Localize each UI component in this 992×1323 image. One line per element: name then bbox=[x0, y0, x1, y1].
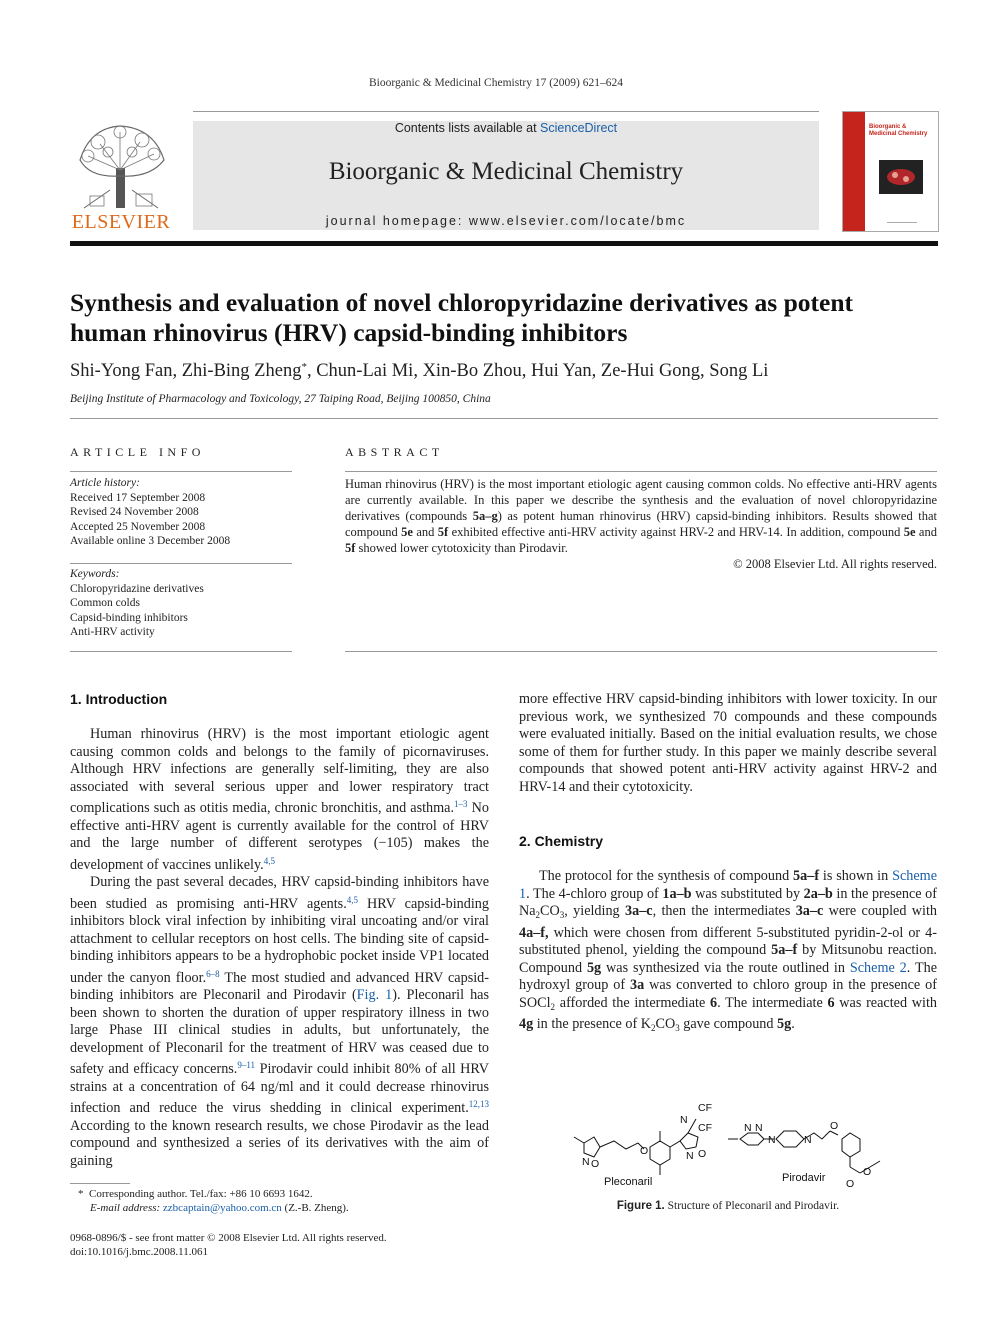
text-span: in the presence of Na bbox=[519, 885, 937, 919]
text-span: gave compound bbox=[679, 1016, 778, 1032]
article-info-rule-2 bbox=[70, 563, 292, 564]
atom-label: O bbox=[830, 1120, 839, 1132]
text-span: CO bbox=[540, 903, 560, 919]
intro-body bbox=[70, 726, 489, 1170]
text-span: . bbox=[791, 1016, 795, 1032]
atom-label: N bbox=[680, 1114, 688, 1126]
compound-ref: 3a–c bbox=[625, 903, 653, 919]
pirodavir-label: Pirodavir bbox=[782, 1172, 826, 1184]
atom-label: N bbox=[768, 1134, 776, 1146]
text-span: . The hydroxyl group of bbox=[519, 959, 938, 993]
figure-1-caption bbox=[519, 1200, 937, 1212]
authors-part-2: , Chun-Lai Mi, Xin-Bo Zhou, Hui Yan, Ze-Hui Gong, Song Li bbox=[306, 361, 769, 381]
header-top-rule bbox=[193, 111, 819, 112]
compound-ref: 4g bbox=[519, 1016, 534, 1032]
atom-label: CF bbox=[698, 1102, 712, 1114]
compound-ref: 6 bbox=[827, 994, 835, 1011]
abstract-rule-bottom bbox=[345, 651, 937, 652]
atom-label: CF bbox=[698, 1122, 712, 1134]
abstract-rule-top bbox=[345, 471, 937, 472]
email-label: E-mail address: bbox=[90, 1202, 163, 1214]
corresponding-footnote bbox=[70, 1187, 489, 1201]
compound-ref: 5e bbox=[903, 525, 916, 539]
text-span: by Mitsunobu reaction. Compound bbox=[519, 942, 937, 976]
figure-link[interactable]: Fig. 1 bbox=[356, 987, 393, 1003]
abstract-span: ) as potent human rhinovirus (HRV) capsid-binding inhibitors. Results showed that compound bbox=[345, 509, 937, 539]
reference-link[interactable]: 4,5 bbox=[263, 855, 275, 866]
article-title-line-2: human rhinovirus (HRV) capsid-binding inhibitors bbox=[70, 318, 628, 347]
email-link[interactable]: zzbcaptain@yahoo.com.cn bbox=[162, 1202, 282, 1214]
compound-ref: 5g bbox=[586, 959, 602, 976]
subscript: 2 bbox=[535, 910, 541, 920]
chemical-structures-drawing bbox=[560, 1095, 900, 1195]
text-span: During the past several decades, HRV capsid-binding inhibitors have been studied as promising anti-HRV agents. bbox=[70, 874, 489, 912]
compound-ref: 6 bbox=[709, 994, 718, 1011]
text-span: HRV capsid-binding inhibitors block viral infection by inhibiting viral uncoating and/or viral attachment to cellular receptors on host cells. The binding site of capsid-binding inhibitors appears to be a hydrophobic pocket inside VP1 located under the canyon floor. bbox=[70, 895, 489, 986]
atom-label: N bbox=[582, 1156, 590, 1168]
atom-label: N bbox=[744, 1122, 752, 1134]
pleconaril-label: Pleconaril bbox=[604, 1176, 653, 1188]
compound-ref: 5f bbox=[345, 541, 356, 555]
cover-title: Bioorganic & Medicinal Chemistry bbox=[869, 124, 928, 137]
history-accepted: Accepted 25 November 2008 bbox=[70, 520, 206, 533]
abstract-heading: ABSTRACT bbox=[345, 445, 444, 459]
compound-ref: 3a bbox=[630, 977, 645, 993]
chemistry-heading: 2. Chemistry bbox=[519, 833, 604, 849]
history-revised: Revised 24 November 2008 bbox=[70, 506, 199, 518]
keyword-item: Capsid-binding inhibitors bbox=[70, 611, 188, 624]
compound-ref: 3a–c bbox=[795, 903, 824, 919]
article-info-heading: ARTICLE INFO bbox=[70, 445, 205, 459]
compound-ref: 5e bbox=[401, 525, 413, 539]
scheme-link[interactable]: Scheme 1 bbox=[519, 868, 938, 902]
figure-caption-label: Figure 1. bbox=[616, 1200, 665, 1212]
intro-paragraph-2 bbox=[70, 874, 489, 1170]
header-thick-rule bbox=[70, 241, 938, 246]
compound-ref: 5a–f bbox=[771, 942, 798, 958]
atom-label: O bbox=[698, 1148, 707, 1160]
abstract-span: showed lower cytotoxicity than Pirodavir. bbox=[355, 541, 568, 555]
subscript: 2 bbox=[650, 1023, 656, 1033]
reference-link[interactable]: 4,5 bbox=[346, 894, 358, 905]
abstract-span: and bbox=[915, 525, 937, 539]
compound-ref: 2a–b bbox=[803, 885, 833, 902]
text-span: According to the known research results, we chose Pirodavir as the lead compound and synthesized a series of its derivatives with the aim of gaining bbox=[70, 1117, 489, 1169]
text-span: ). Pleconaril has been shown to shorten the duration of upper respiratory illness in two large Phase III clinical studies in adults, but unfortunately, the development of Pleconaril for the treatment of HRV was ceased due to safety and efficacy concerns. bbox=[70, 987, 489, 1077]
keyword-item: Chloropyridazine derivatives bbox=[70, 582, 204, 595]
text-span: was reacted with bbox=[834, 994, 937, 1011]
text-span: was synthesized via the route outlined in bbox=[601, 959, 850, 976]
journal-citation: Bioorganic & Medicinal Chemistry 17 (2009) 621–624 bbox=[368, 77, 624, 89]
title-bottom-rule bbox=[70, 418, 938, 419]
history-received: Received 17 September 2008 bbox=[70, 491, 206, 504]
keyword-item: Common colds bbox=[70, 597, 140, 609]
text-span: No effective anti-HRV agent is currently available for the control of HRV and the large number of different serotypes (−105) makes the development of vaccines unlikely. bbox=[70, 800, 489, 873]
text-span: were coupled with bbox=[823, 903, 938, 919]
intro-paragraph-1 bbox=[70, 726, 489, 874]
intro-paragraph-3: more effective HRV capsid-binding inhibitors with lower toxicity. In our previous work, we synthesized 70 compounds and these compounds were evaluated initially. Based on the initial evaluation results, we chose some of them for further study. In this paper we mainly describe several compounds that showed potent anti-HRV activity against HRV-2 and HRV-14 and their cytotoxicity. bbox=[519, 691, 937, 795]
abstract-span: and bbox=[412, 525, 438, 539]
article-history bbox=[70, 476, 292, 549]
affiliation: Beijing Institute of Pharmacology and Toxicology, 27 Taiping Road, Beijing 100850, China bbox=[70, 393, 491, 405]
sciencedirect-link[interactable]: ScienceDirect bbox=[540, 121, 618, 135]
cover-footer-mark bbox=[887, 216, 917, 223]
journal-cover-thumbnail bbox=[842, 111, 939, 232]
article-title bbox=[70, 288, 940, 348]
article-info-rule-1 bbox=[70, 471, 292, 472]
text-span: Pirodavir could inhibit 80% of all HRV strains at a concentration of 64 ng/ml and it could decrease rhinovirus infection and reduce the virus shedding in clinical experiment. bbox=[70, 1061, 489, 1116]
keywords bbox=[70, 567, 292, 640]
text-span: . The 4-chloro group of bbox=[526, 885, 663, 902]
atom-label: O bbox=[591, 1158, 600, 1170]
intro-heading: 1. Introduction bbox=[70, 691, 168, 707]
subscript: 3 bbox=[559, 910, 565, 920]
footnote-mark: * bbox=[78, 1188, 84, 1200]
reference-link[interactable]: 6–8 bbox=[206, 968, 220, 979]
compound-ref: 4a–f, bbox=[519, 924, 549, 941]
subscript: 3 bbox=[675, 1023, 680, 1033]
text-span: . The intermediate bbox=[717, 994, 828, 1011]
corresponding-author-mark[interactable]: * bbox=[301, 361, 307, 373]
email-footnote bbox=[70, 1201, 489, 1215]
contents-line bbox=[193, 121, 819, 135]
scheme-link[interactable]: Scheme 2 bbox=[849, 959, 907, 976]
chemistry-body bbox=[519, 868, 937, 1038]
abstract-span: exhibited effective anti-HRV activity against HRV-2 and HRV-14. In addition, compound bbox=[448, 525, 904, 539]
cover-red-bar bbox=[843, 112, 865, 231]
publisher-wordmark: ELSEVIER bbox=[71, 211, 171, 233]
footnotes bbox=[70, 1187, 489, 1215]
chemistry-paragraph bbox=[519, 868, 937, 1038]
text-span: in the presence of K bbox=[533, 1016, 651, 1032]
compound-ref: 1a–b bbox=[662, 885, 692, 902]
reference-link[interactable]: 12,13 bbox=[468, 1099, 489, 1109]
doi-line[interactable]: doi:10.1016/j.bmc.2008.11.061 bbox=[70, 1246, 209, 1258]
text-span: was substituted by bbox=[691, 885, 804, 902]
atom-label: N bbox=[686, 1150, 694, 1162]
text-span: afforded the intermediate bbox=[555, 994, 710, 1011]
subscript: 2 bbox=[550, 1001, 556, 1012]
text-span: , then the intermediates bbox=[652, 903, 796, 919]
text-span: CO bbox=[655, 1016, 676, 1032]
history-online: Available online 3 December 2008 bbox=[70, 535, 231, 547]
abstract-text bbox=[345, 476, 937, 572]
cover-image-icon bbox=[879, 160, 923, 194]
text-span: is shown in bbox=[819, 868, 893, 884]
text-span: The most studied and advanced HRV capsid-binding inhibitors are Pleconaril and Pirodavir ( bbox=[70, 969, 489, 1003]
keyword-item: Anti-HRV activity bbox=[70, 626, 155, 638]
authors-part-1: Shi-Yong Fan, Zhi-Bing Zheng bbox=[70, 361, 302, 381]
reference-link[interactable]: 1–3 bbox=[454, 799, 468, 809]
issn-line: 0968-0896/$ - see front matter © 2008 Elsevier Ltd. All rights reserved. bbox=[70, 1232, 387, 1244]
atom-label: O bbox=[846, 1178, 855, 1190]
compound-ref: 5f bbox=[437, 525, 449, 539]
atom-label: O bbox=[863, 1166, 872, 1178]
text-span: The protocol for the synthesis of compound bbox=[539, 868, 794, 884]
text-span: was converted to chloro group in the presence of SOCl bbox=[519, 977, 937, 1011]
contents-prefix: Contents lists available at bbox=[394, 121, 541, 135]
abstract-copyright: © 2008 Elsevier Ltd. All rights reserved. bbox=[733, 557, 937, 571]
text-span: which were chosen from different 5-substituted pyridin-2-ol or 4-substituted phenol, yielding the compound bbox=[519, 924, 937, 958]
atom-label: N bbox=[755, 1122, 763, 1134]
email-suffix: (Z.-B. Zheng). bbox=[281, 1202, 349, 1214]
front-matter bbox=[70, 1231, 489, 1259]
keywords-label: Keywords: bbox=[70, 568, 120, 580]
corresponding-text: Corresponding author. Tel./fax: +86 10 6693 1642. bbox=[89, 1188, 313, 1200]
atom-label: O bbox=[640, 1145, 649, 1157]
author-list bbox=[70, 361, 940, 382]
intro-continued bbox=[519, 691, 937, 796]
text-span: , yielding bbox=[564, 903, 625, 919]
article-title-line-1: Synthesis and evaluation of novel chloropyridazine derivatives as potent bbox=[70, 288, 853, 317]
journal-homepage[interactable]: journal homepage: www.elsevier.com/locate/bmc bbox=[325, 214, 687, 228]
figure-caption-text: Structure of Pleconaril and Pirodavir. bbox=[664, 1200, 840, 1212]
footnote-rule bbox=[70, 1183, 130, 1184]
abstract-span: Human rhinovirus (HRV) is the most important etiologic agent causing common colds. No effective anti-HRV agents are currently available. In this paper we describe the synthesis and the evaluation of novel chloropyridazine derivatives (compounds bbox=[345, 477, 937, 523]
reference-link[interactable]: 9–11 bbox=[237, 1060, 256, 1070]
figure-1-structures bbox=[560, 1095, 900, 1195]
compound-ref: 5a–g bbox=[472, 509, 498, 523]
atom-label: N bbox=[804, 1134, 812, 1146]
journal-title: Bioorganic & Medicinal Chemistry bbox=[328, 158, 684, 185]
compound-ref: 5g bbox=[777, 1016, 792, 1032]
history-label: Article history: bbox=[70, 477, 140, 489]
text-span: Human rhinovirus (HRV) is the most important etiologic agent causing common colds and belongs to the family of picornaviruses. Although HRV infections are generally self-limiting, they are also associated with several serious upper and lower respiratory tract complications such as otitis media, chronic bronchitis, and asthma. bbox=[70, 726, 489, 816]
article-info-rule-3 bbox=[70, 651, 292, 652]
compound-ref: 5a–f bbox=[793, 868, 820, 884]
